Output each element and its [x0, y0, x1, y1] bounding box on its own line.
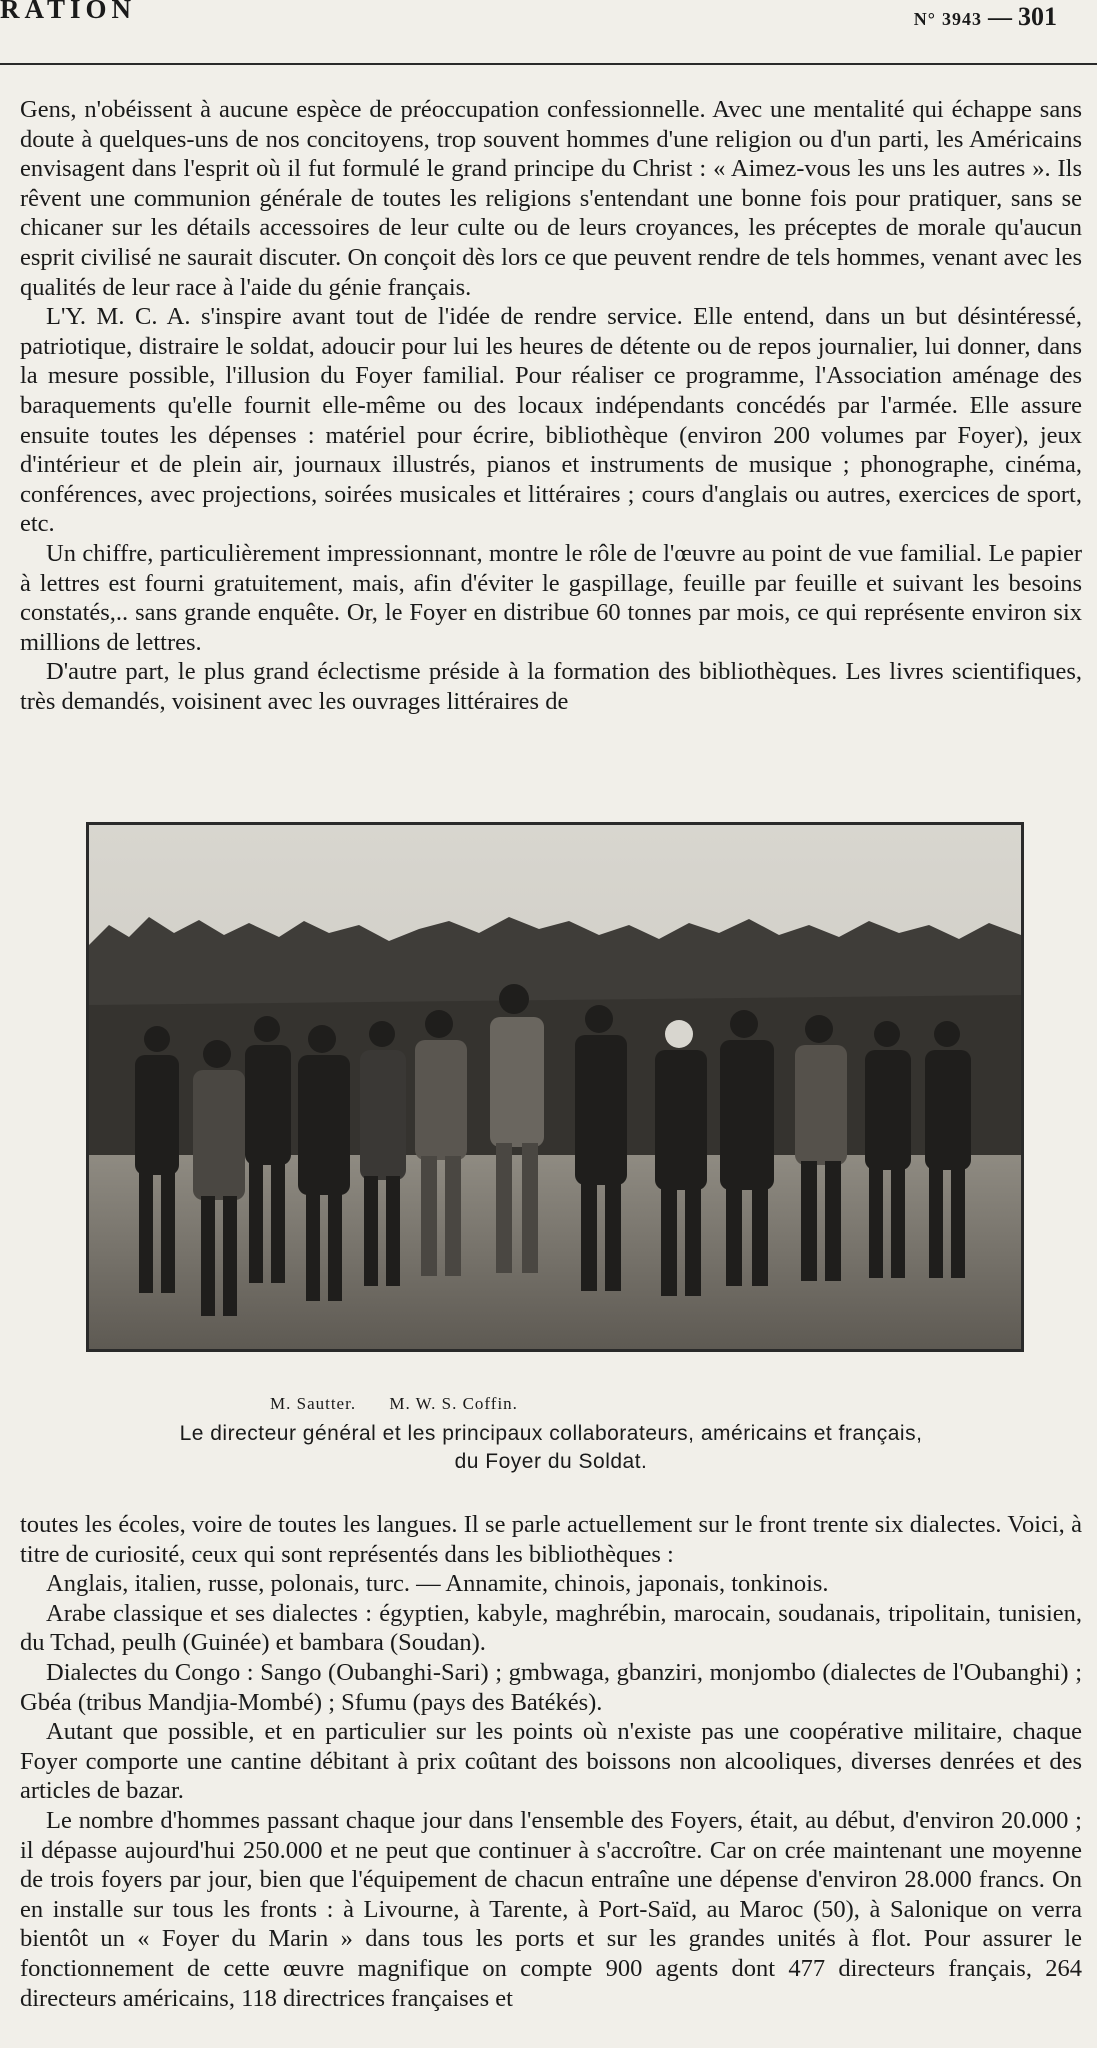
photo-caption [20, 1420, 1082, 1476]
photo-illustration [89, 825, 1021, 1349]
name-label-coffin: M. W. S. Coffin. [389, 1394, 518, 1413]
paragraph: Un chiffre, particulièrement impressionnant, montre le rôle de l'œuvre au point de vue familial. Le papier à lettres est fourni gratuitement, mais, afin d'éviter le gaspillage, feuille par feuille et suivant les besoins constatés,.. sans grande enquête. Or, le Foyer en distribue 60 tonnes par mois, ce qui représente environ six millions de lettres. [20, 539, 1082, 656]
issue-number: 3943 [942, 9, 982, 29]
group-photograph [86, 822, 1024, 1352]
photo-name-labels [270, 1394, 546, 1414]
header-rule [0, 63, 1097, 65]
paragraph: Dialectes du Congo : Sango (Oubanghi-Sari) ; gmbwaga, gbanziri, monjombo (dialectes de l'Oubanghi) ; Gbéa (tribus Mandjia-Mombé) ; Sfumu (pays des Batékés). [20, 1658, 1082, 1716]
caption-line: Le directeur général et les principaux collaborateurs, américains et français, [179, 1422, 923, 1445]
page-header [0, 0, 1097, 68]
article-text-top [20, 95, 1082, 716]
paragraph: Gens, n'obéissent à aucune espèce de préoccupation confessionnelle. Avec une mentalité qui échappe sans doute à quelques-uns de nos concitoyens, trop souvent hommes d'une religion ou d'un parti, les Américains envisagent dans l'esprit où il fut formulé le grand principe du Christ : « Aimez-vous les uns les autres ». Ils rêvent une communion générale de toutes les religions s'entendant une bonne fois pour pratiquer, sans se chicaner sur les détails accessoires de leur culte ou de leurs croyances, les préceptes de morale qu'aucun esprit civilisé ne saurait discuter. On conçoit dès lors ce que peuvent rendre de tels hommes, venant avec les qualités de leur race à l'aide du génie français. [20, 96, 1082, 301]
issue-page-number [914, 2, 1057, 32]
paragraph: Le nombre d'hommes passant chaque jour dans l'ensemble des Foyers, était, au début, d'environ 20.000 ; il dépasse aujourd'hui 250.000 et ne peut que continuer à s'accroître. Car on crée maintenant une moyenne de trois foyers par jour, bien que l'équipement de chacun entraîne une dépense d'environ 28.000 francs. On en installe sur tous les fronts : à Livourne, à Tarente, à Port-Saïd, au Maroc (50), à Salonique on verra bientôt un « Foyer du Marin » dans tous les ports et sur les grandes unités à flot. Pour assurer le fonctionnement de cette œuvre magnifique on compte 900 agents dont 477 directeurs français, 264 directeurs américains, 118 directrices françaises et [20, 1806, 1082, 2012]
running-title: RATION [0, 0, 137, 24]
paragraph: D'autre part, le plus grand éclectisme préside à la formation des bibliothèques. Les livres scientifiques, très demandés, voisinent avec les ouvrages littéraires de [20, 658, 1082, 715]
paragraph: toutes les écoles, voire de toutes les langues. Il se parle actuellement sur le front trente six dialectes. Voici, à titre de curiosité, ceux qui sont représentés dans les bibliothèques : [20, 1511, 1082, 1568]
page-number: 301 [1018, 2, 1057, 31]
paragraph: Autant que possible, et en particulier sur les points où n'existe pas une coopérative militaire, chaque Foyer comporte une cantine débitant à prix coûtant des boissons non alcooliques, diverses denrées et des articles de bazar. [20, 1718, 1082, 1805]
issue-prefix: N° [913, 9, 936, 29]
issue-dash: — [988, 5, 1012, 31]
paragraph: Arabe classique et ses dialectes : égyptien, kabyle, maghrébin, marocain, soudanais, tripolitain, tunisien, du Tchad, peulh (Guinée) et bambara (Soudan). [20, 1599, 1082, 1657]
article-text-bottom [20, 1510, 1082, 2013]
name-label-sautter: M. Sautter. [270, 1394, 357, 1413]
paragraph: L'Y. M. C. A. s'inspire avant tout de l'idée de rendre service. Elle entend, dans un but désintéressé, patriotique, distraire le soldat, adoucir pour lui les heures de détente ou de repos journalier, lui donner, dans la mesure possible, l'illusion du Foyer familial. Pour réaliser ce programme, l'Association aménage des baraquements qu'elle fournit elle-même ou des locaux indépendants concédés par l'armée. Elle assure ensuite toutes les dépenses : matériel pour écrire, bibliothèque (environ 200 volumes par Foyer), jeux d'intérieur et de plein air, journaux illustrés, pianos et instruments de musique ; phonographe, cinéma, conférences, avec projections, soirées musicales et littéraires ; cours d'anglais ou autres, exercices de sport, etc. [20, 303, 1082, 538]
paragraph: Anglais, italien, russe, polonais, turc. — Annamite, chinois, japonais, tonkinois. [46, 1570, 829, 1598]
caption-line: du Foyer du Soldat. [454, 1450, 648, 1473]
